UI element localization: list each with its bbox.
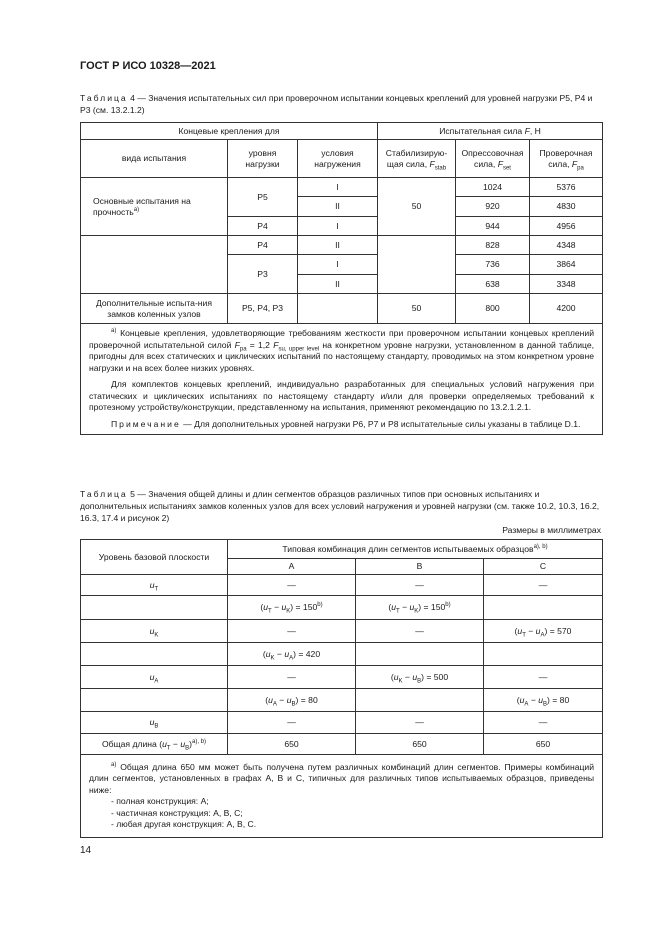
document-header: ГОСТ Р ИСО 10328—2021 xyxy=(80,60,216,72)
table4-group-right-var: F xyxy=(524,125,530,136)
page-number: 14 xyxy=(80,845,92,856)
table5-fn-mark: а) xyxy=(111,761,117,768)
value: = 80 xyxy=(552,694,570,705)
table4-col-stab-var: F xyxy=(429,158,435,169)
u-var: u xyxy=(268,694,273,705)
table4-pa: 3348 xyxy=(530,275,603,294)
table-row xyxy=(81,596,603,620)
table5-r6c: $(u_A - u_B) = 80$ xyxy=(484,689,603,712)
table4-cond xyxy=(298,294,378,324)
value: = 570 xyxy=(549,625,572,636)
u-var: u xyxy=(538,694,544,705)
table5-uT-var: u xyxy=(149,579,155,590)
u-var: u xyxy=(393,671,399,682)
table5-r6a: $(u_A - u_B) = 80$ xyxy=(228,689,356,712)
table4-footnote xyxy=(81,324,603,435)
table4-fn-text1: Концевые крепления, удовлетворяющие требованиям жесткости при проверочном испытании концевых креплений проверочной испытательной силой xyxy=(89,328,595,350)
table5-empty-cell xyxy=(484,596,603,620)
table4-pa: 3864 xyxy=(530,255,603,275)
table5-level-uB xyxy=(81,712,228,734)
table4-col-pa-var: F xyxy=(571,158,578,169)
table4-note-text: — Для дополнительных уровней нагрузки P6, P7 и P8 испытательные силы указаны в таблице D.1. xyxy=(180,418,581,429)
table5-col-b: B xyxy=(356,559,484,575)
u-var: u xyxy=(391,602,397,612)
table4-main-test xyxy=(81,178,228,236)
u-var: u xyxy=(286,694,292,705)
table4-note-label: Примечание xyxy=(111,418,181,429)
table5-fn-text: Общая длина 650 мм может быть получена путем различных комбинаций длин сегментов. Примеры комбинаций длин сегментов, установленных в графах A, B и C, типичных для различных типов испытываемых образцов, приведены ниже: xyxy=(89,761,595,795)
table4-col-set xyxy=(456,140,530,178)
u-var: u xyxy=(409,602,415,612)
table5-dash: — xyxy=(484,575,603,596)
table4-set: 736 xyxy=(456,255,530,275)
u-sub: K xyxy=(270,655,275,662)
table-row xyxy=(81,643,603,666)
table5-dash: — xyxy=(356,575,484,596)
table5-level-uA xyxy=(81,666,228,689)
table5-dash: — xyxy=(228,620,356,643)
u-var: u xyxy=(519,694,525,705)
u-sub: K xyxy=(398,678,403,685)
table4-set: 828 xyxy=(456,236,530,255)
table5-dash: — xyxy=(228,712,356,734)
table4-empty-cell xyxy=(81,236,228,294)
table5-group xyxy=(228,540,603,559)
table4-footnote-a xyxy=(89,328,594,374)
table4-extra-test: Дополнительные испыта-ния замков коленных узлов xyxy=(81,294,228,324)
list-item: - частичная конструкция: A, B, C; xyxy=(111,807,243,818)
table5-dash: — xyxy=(228,666,356,689)
table5-dash: — xyxy=(356,712,484,734)
u-sub: B xyxy=(543,701,548,708)
table4-col-set-sub: set xyxy=(502,165,511,172)
table4-col-set-var: F xyxy=(497,158,503,169)
table5-empty-cell xyxy=(81,596,228,620)
table5-units: Размеры в миллиметрах xyxy=(502,525,601,535)
table-row xyxy=(81,294,603,324)
table4-stab-main: 50 xyxy=(378,178,456,236)
table4-col-pa-sub: pa xyxy=(577,165,584,172)
table4-caption-text: 4 — Значения испытательных сил при проверочном испытании концевых креплений для уровней нагрузки P5, P4 и P3 (см. 13.2.1.2) xyxy=(80,93,593,115)
table4-level: P5 xyxy=(228,178,298,217)
table4-col-type: вида испытания xyxy=(81,140,228,178)
table5-empty-cell xyxy=(356,643,484,666)
table-row xyxy=(81,236,603,255)
table4-col-stab-sub: stab xyxy=(434,165,447,172)
table5-uT-sub: T xyxy=(154,586,159,593)
u-var: u xyxy=(149,625,155,636)
table4-group-left: Концевые крепления для xyxy=(81,123,378,140)
table5-total: Общая длина $(u_T - u_B)^{а), b)}$ xyxy=(81,734,228,755)
u-var: u xyxy=(535,625,541,636)
table4 xyxy=(80,122,603,435)
u-sub: K xyxy=(414,608,419,615)
table4-note xyxy=(89,419,594,431)
table4-cond: II xyxy=(298,275,378,294)
u-var: u xyxy=(149,717,155,727)
table5-r3c: $(u_T - u_A) = 570$ xyxy=(484,620,603,643)
table4-main-test-label: Основные испытания на прочность xyxy=(93,195,191,217)
table4-empty-cell xyxy=(378,236,456,294)
table4-caption xyxy=(80,92,600,116)
table4-col-set-label: Опрессовочная сила, xyxy=(461,147,524,169)
table5-r4a: $(u_K - u_A) = 420$ xyxy=(228,643,356,666)
u-var: u xyxy=(263,602,269,612)
u-sub: T xyxy=(522,632,526,639)
table5 xyxy=(80,539,603,838)
u-sub: T xyxy=(396,608,400,615)
value: = 80 xyxy=(300,694,318,705)
table4-col-pa-label: Проверочная сила, xyxy=(539,147,593,169)
table5-total-a: 650 xyxy=(228,734,356,755)
u-sub: B xyxy=(291,701,296,708)
u-var: u xyxy=(412,671,418,682)
value: = 420 xyxy=(298,648,321,659)
table5-r5b: $(u_K - u_B) = 500$ xyxy=(356,666,484,689)
table4-group-right-prefix: Испытательная сила xyxy=(439,125,525,136)
table-row xyxy=(81,689,603,712)
table4-set: 1024 xyxy=(456,178,530,197)
u-var: u xyxy=(149,671,155,682)
table4-set: 920 xyxy=(456,197,530,217)
table-row xyxy=(81,734,603,755)
table5-col-level: Уровень базовой плоскости xyxy=(81,540,228,575)
value: = 500 xyxy=(426,671,449,682)
table4-level: P4 xyxy=(228,236,298,255)
u-var: u xyxy=(284,648,290,659)
u-sub: A xyxy=(272,701,277,708)
table5-footnote-a xyxy=(89,762,594,797)
table5-dash: — xyxy=(484,712,603,734)
table-row xyxy=(81,666,603,689)
table4-level: P4 xyxy=(228,217,298,236)
table5-dash: — xyxy=(228,575,356,596)
u-sub: K xyxy=(154,632,159,639)
table-row xyxy=(81,575,603,596)
table4-fn-eq: = 1,2 xyxy=(246,339,274,350)
table4-set: 944 xyxy=(456,217,530,236)
table5-r2a: $(u_T - u_K) = 150^{b)}$ xyxy=(228,596,356,620)
table4-pa: 5376 xyxy=(530,178,603,197)
u-sub: A xyxy=(524,701,529,708)
table5-level-uT xyxy=(81,575,228,596)
sup: b) xyxy=(445,602,451,609)
table4-pa: 4956 xyxy=(530,217,603,236)
table-row xyxy=(81,712,603,734)
u-sub: K xyxy=(286,608,291,615)
table4-caption-label: Таблица xyxy=(80,93,128,103)
table5-empty-cell xyxy=(484,643,603,666)
list-item: - любая другая конструкция: A, B, C. xyxy=(111,819,257,829)
table4-fn-f2-sub: su, upper level xyxy=(278,346,320,353)
table4-main-test-sup: а) xyxy=(133,206,140,213)
table4-pa: 4200 xyxy=(530,294,603,324)
sup: а), b) xyxy=(192,738,207,745)
table4-fn-f2: F xyxy=(273,339,279,350)
table4-col-pa xyxy=(530,140,603,178)
table4-cond: I xyxy=(298,255,378,275)
list-item: - полная конструкция: A; xyxy=(111,796,209,806)
table4-pa: 4348 xyxy=(530,236,603,255)
u-sub: T xyxy=(166,745,171,752)
table4-group-right-unit: , Н xyxy=(529,125,541,136)
table-row xyxy=(81,620,603,643)
table5-total-b: 650 xyxy=(356,734,484,755)
table5-col-a: A xyxy=(228,559,356,575)
table4-group-right xyxy=(378,123,603,140)
u-var: u xyxy=(265,648,271,659)
table5-group-label: Типовая комбинация длин сегментов испытываемых образцов xyxy=(282,543,534,554)
u-var: u xyxy=(162,738,167,749)
table5-caption-label: Таблица xyxy=(80,489,128,499)
u-var: u xyxy=(517,625,523,636)
table5-col-c: C xyxy=(484,559,603,575)
u-var: u xyxy=(281,602,287,612)
u-var: u xyxy=(180,738,186,749)
table4-cond: I xyxy=(298,217,378,236)
table4-cond: I xyxy=(298,178,378,197)
table5-dash: — xyxy=(356,620,484,643)
table4-cond: II xyxy=(298,197,378,217)
table5-r2b: $(u_T - u_K) = 150^{b)}$ xyxy=(356,596,484,620)
table5-group-sup: а), b) xyxy=(533,543,548,550)
table5-level-uK xyxy=(81,620,228,643)
total-label: Общая длина xyxy=(101,738,157,749)
table-row xyxy=(81,178,603,197)
table4-col-level: уровня нагрузки xyxy=(228,140,298,178)
table4-cond: II xyxy=(298,236,378,255)
table4-fn-f1: F xyxy=(234,339,240,350)
table4-level: P5, P4, P3 xyxy=(228,294,298,324)
u-sub: T xyxy=(268,608,272,615)
table4-level: P3 xyxy=(228,255,298,294)
table4-fn-mark: а) xyxy=(111,328,117,335)
u-sub: A xyxy=(289,655,294,662)
value: = 150 xyxy=(295,602,318,612)
value: = 150 xyxy=(423,602,446,612)
table5-empty-cell xyxy=(81,689,228,712)
table5-dash: — xyxy=(484,666,603,689)
table5-caption xyxy=(80,488,602,524)
table4-pa: 4830 xyxy=(530,197,603,217)
u-sub: A xyxy=(540,632,545,639)
table5-empty-cell xyxy=(81,643,228,666)
table4-stab-extra: 50 xyxy=(378,294,456,324)
u-sub: B xyxy=(417,678,422,685)
table4-para2: Для комплектов концевых креплений, индивидуально разработанных для специальных условий нагружения при статических и циклических испытаниях по настоящему стандарту и/или для проверки определяемых требований к протезному устройству/конструкции, представленному на испытания, применяют рекомендацию по 13.2.1.2.1. xyxy=(89,379,595,412)
u-sub: A xyxy=(154,678,159,685)
table4-col-cond: условия нагружения xyxy=(298,140,378,178)
sup: b) xyxy=(317,602,323,609)
table5-total-c: 650 xyxy=(484,734,603,755)
table4-col-stab-label: Стабилизирую-щая сила, xyxy=(385,147,448,169)
table4-set: 638 xyxy=(456,275,530,294)
table4-fn-text2: на конкретном уровне нагрузки, установленном в данной таблице, пригодны для всех статических и циклических испытаний по настоящему стандарту, проводимых на этом конкретном уровне нагрузки и на всех более низких уровнях. xyxy=(89,339,595,373)
table4-set: 800 xyxy=(456,294,530,324)
u-sub: B xyxy=(185,745,190,752)
table4-fn-f1-sub: pa xyxy=(239,346,247,353)
table5-empty-cell xyxy=(356,689,484,712)
table5-footnote xyxy=(81,755,603,838)
u-sub: B xyxy=(154,723,159,730)
table4-col-stab xyxy=(378,140,456,178)
table5-caption-text: 5 — Значения общей длины и длин сегментов образцов различных типов при основных испытаниях и дополнительных испытаниях замков коленных узлов для всех условий нагружения и уровней нагрузки (см. также 10.2, 10.3, 16.2, 16.3, 17.4 и рисунок 2) xyxy=(80,489,600,523)
